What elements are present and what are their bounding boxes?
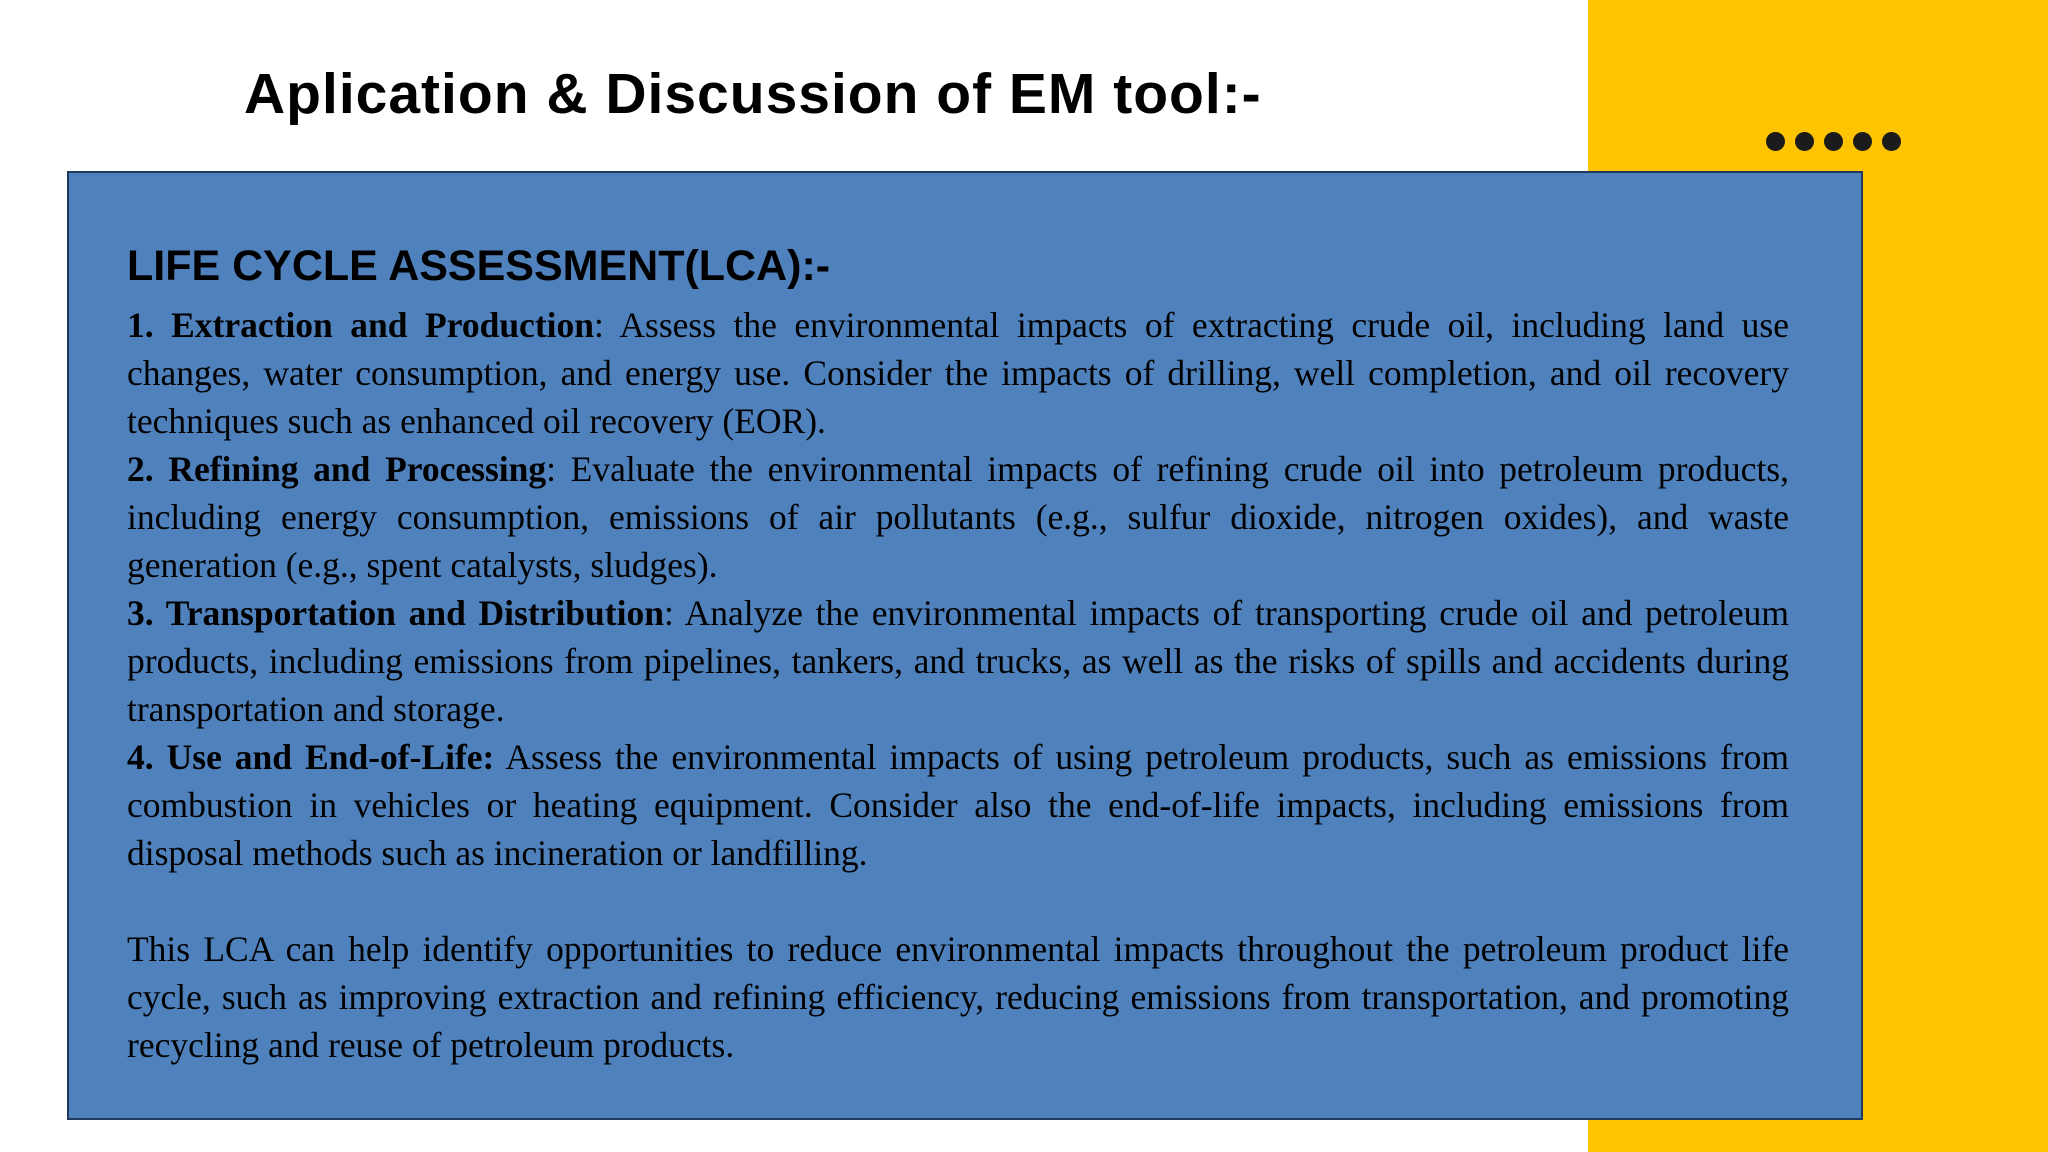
- lca-item-label: 2. Refining and Processing: [127, 449, 547, 489]
- lca-item-transportation: [127, 589, 1789, 733]
- lca-item-label: 4. Use and End-of-Life:: [127, 737, 495, 777]
- dot-icon: [1824, 132, 1843, 151]
- lca-content-box: [67, 171, 1863, 1120]
- lca-item-text: : Analyze the environmental impacts of transporting crude oil and petroleum products, including emissions from pipelines, tankers, and trucks, as well as the risks of spills and accidents during transportation and storage.: [127, 593, 1789, 729]
- lca-item-use-end-of-life: [127, 733, 1789, 877]
- dot-icon: [1853, 132, 1872, 151]
- lca-item-text: Assess the environmental impacts of using petroleum products, such as emissions from combustion in vehicles or heating equipment. Consider also the end-of-life impacts, including emissions from disposal methods such as incineration or landfilling.: [127, 737, 1789, 873]
- decorative-dots: [1766, 132, 1901, 151]
- lca-item-extraction: [127, 301, 1789, 445]
- dot-icon: [1795, 132, 1814, 151]
- dot-icon: [1766, 132, 1785, 151]
- lca-item-label: 3. Transportation and Distribution: [127, 593, 664, 633]
- lca-item-text: : Assess the environmental impacts of extracting crude oil, including land use changes, water consumption, and energy use. Consider the impacts of drilling, well completion, and oil recovery techniques such as enhanced oil recovery (EOR).: [127, 305, 1789, 441]
- lca-item-text: : Evaluate the environmental impacts of refining crude oil into petroleum products, including energy consumption, emissions of air pollutants (e.g., sulfur dioxide, nitrogen oxides), and waste generation (e.g., spent catalysts, sludges).: [127, 449, 1789, 585]
- slide-title: Aplication & Discussion of EM tool:-: [244, 62, 1262, 126]
- dot-icon: [1882, 132, 1901, 151]
- lca-summary: This LCA can help identify opportunities to reduce environmental impacts throughout the petroleum product life cycle, such as improving extraction and refining efficiency, reducing emissions from transportation, and promoting recycling and reuse of petroleum products.: [127, 929, 1789, 1065]
- section-heading: LIFE CYCLE ASSESSMENT(LCA):-: [127, 242, 831, 290]
- lca-item-refining: [127, 445, 1789, 589]
- lca-item-label: 1. Extraction and Production: [127, 305, 594, 345]
